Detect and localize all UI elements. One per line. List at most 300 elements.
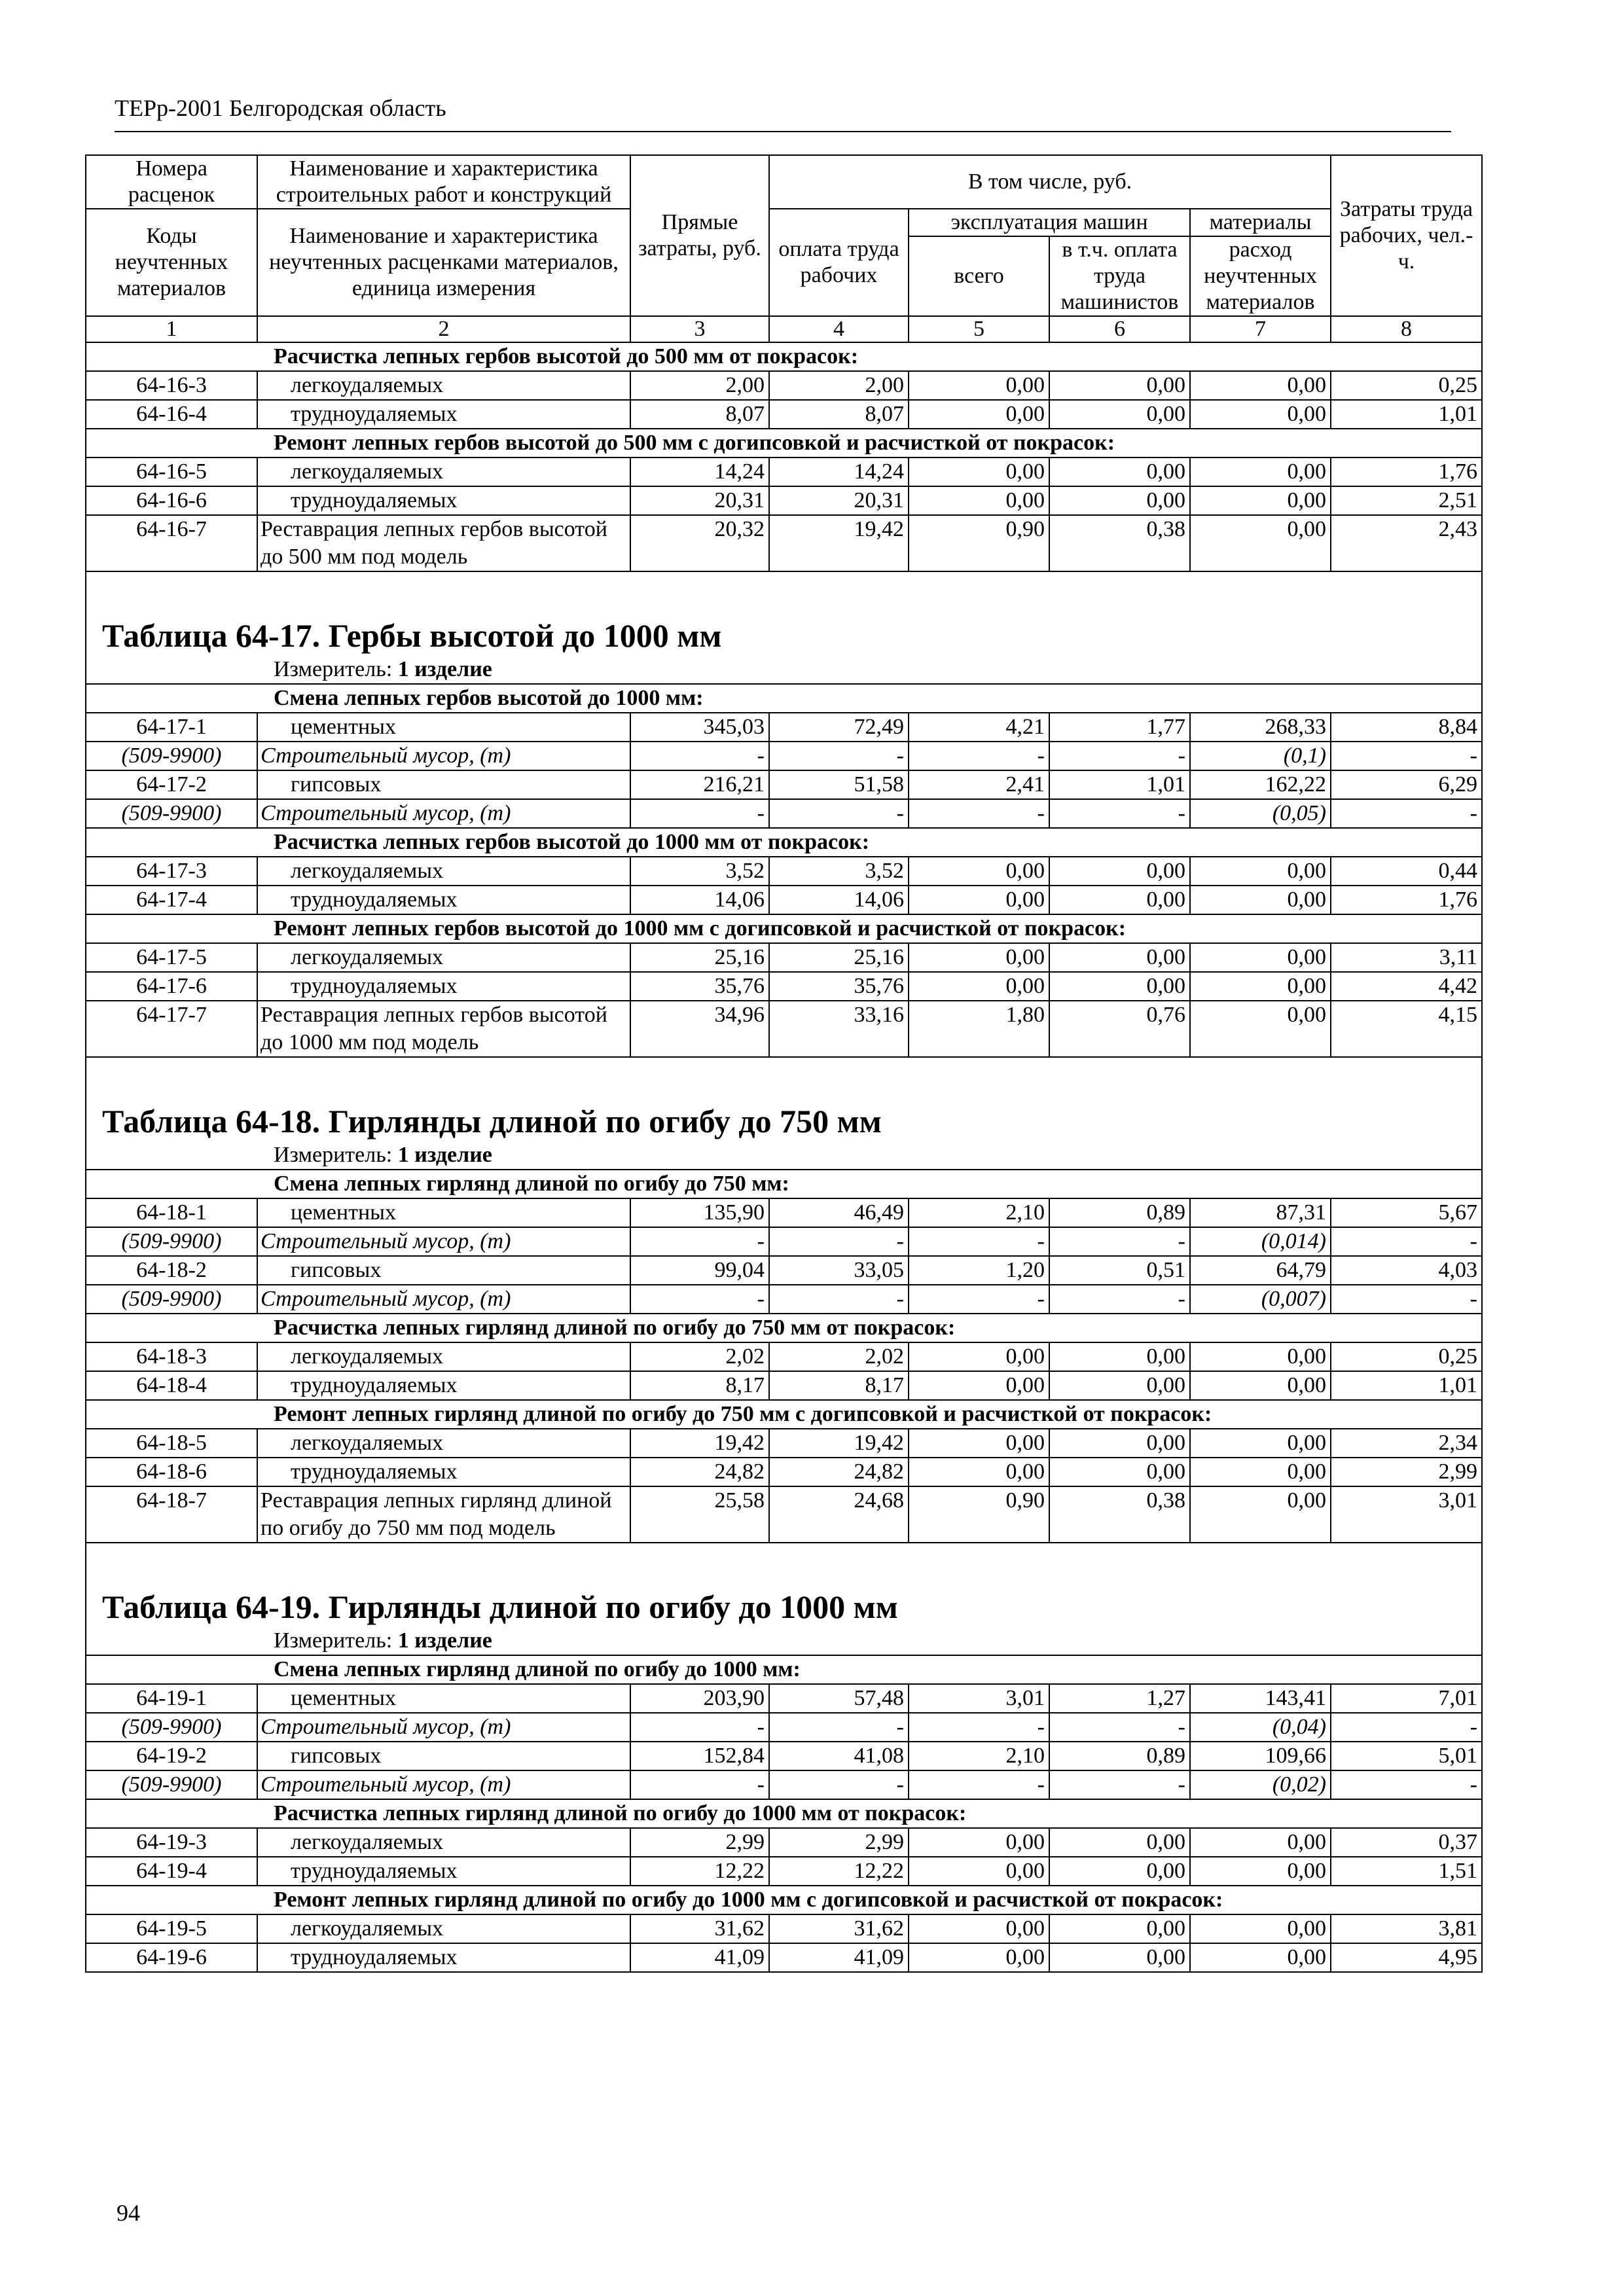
labor-value: 4,42 (1331, 972, 1482, 1001)
direct-cost: - (630, 799, 769, 828)
rate-code: (509-9900) (86, 1713, 257, 1742)
rate-code: 64-19-3 (86, 1828, 257, 1857)
labor-value: 6,29 (1331, 770, 1482, 799)
machines-total: - (909, 742, 1049, 770)
rate-code: 64-17-1 (86, 713, 257, 742)
rate-name: легкоудаляемых (257, 371, 630, 400)
table-row (86, 713, 1482, 742)
machinists-wages: 0,00 (1049, 1342, 1190, 1371)
labor-value: 0,44 (1331, 857, 1482, 886)
labor-value: 0,25 (1331, 1342, 1482, 1371)
direct-cost: 216,21 (630, 770, 769, 799)
materials-value: 109,66 (1190, 1742, 1331, 1770)
machines-total: 1,80 (909, 1001, 1049, 1057)
rate-name: трудноудаляемых (257, 1943, 630, 1972)
wages-value: 14,24 (769, 457, 909, 486)
wages-value: 24,82 (769, 1458, 909, 1486)
labor-value: 8,84 (1331, 713, 1482, 742)
materials-value: (0,014) (1190, 1227, 1331, 1256)
machines-total: - (909, 1770, 1049, 1799)
materials-value: (0,04) (1190, 1713, 1331, 1742)
wages-value: - (769, 799, 909, 828)
rate-code: 64-16-6 (86, 486, 257, 515)
wages-value: 72,49 (769, 713, 909, 742)
rate-name: гипсовых (257, 1256, 630, 1285)
machinists-wages: 0,00 (1049, 371, 1190, 400)
spacer-cell (86, 1057, 1482, 1101)
spacer-row (86, 1543, 1482, 1587)
table-title-row (86, 1101, 1482, 1141)
wages-value: 2,02 (769, 1342, 909, 1371)
labor-value: 5,67 (1331, 1198, 1482, 1227)
rate-name: Строительный мусор, (т) (257, 1770, 630, 1799)
section-title-row (86, 342, 1482, 371)
col-num: 1 (86, 316, 257, 342)
machinists-wages: 0,00 (1049, 857, 1190, 886)
machinists-wages: - (1049, 799, 1190, 828)
rate-code: 64-19-2 (86, 1742, 257, 1770)
table-row (86, 1742, 1482, 1770)
material-row (86, 799, 1482, 828)
section-title-row (86, 1314, 1482, 1342)
table-row (86, 515, 1482, 571)
wages-value: - (769, 1227, 909, 1256)
machinists-wages: 0,00 (1049, 1458, 1190, 1486)
rate-code: 64-16-7 (86, 515, 257, 571)
measure-label: Измеритель: (274, 1143, 393, 1167)
materials-value: 0,00 (1190, 486, 1331, 515)
machines-total: 0,00 (909, 371, 1049, 400)
materials-value: 0,00 (1190, 943, 1331, 972)
table-title-row (86, 615, 1482, 656)
table-row (86, 1943, 1482, 1972)
col-mat-use: расход неучтенных материалов (1190, 236, 1331, 316)
machines-total: 0,00 (909, 1458, 1049, 1486)
table-row (86, 486, 1482, 515)
wages-value: 46,49 (769, 1198, 909, 1227)
labor-value: - (1331, 799, 1482, 828)
wages-value: 20,31 (769, 486, 909, 515)
rate-name: Реставрация лепных гербов высотой до 500 мм под модель (257, 515, 630, 571)
table-title: Таблица 64-17. Гербы высотой до 1000 мм (86, 615, 1482, 656)
labor-value: 2,34 (1331, 1429, 1482, 1458)
col-code-top: Номера расценок (86, 155, 257, 209)
machines-total: 2,10 (909, 1198, 1049, 1227)
section-title: Смена лепных гирлянд длиной по огибу до 750 мм: (86, 1170, 1482, 1198)
rate-code: 64-17-2 (86, 770, 257, 799)
direct-cost: 31,62 (630, 1914, 769, 1943)
machines-total: 0,00 (909, 1371, 1049, 1400)
rate-code: (509-9900) (86, 799, 257, 828)
material-row (86, 1770, 1482, 1799)
wages-value: 33,05 (769, 1256, 909, 1285)
section-title-row (86, 684, 1482, 713)
direct-cost: 2,99 (630, 1828, 769, 1857)
machinists-wages: 0,00 (1049, 1828, 1190, 1857)
materials-value: (0,05) (1190, 799, 1331, 828)
rate-code: 64-17-6 (86, 972, 257, 1001)
rate-name: легкоудаляемых (257, 1342, 630, 1371)
col-num: 8 (1331, 316, 1482, 342)
machinists-wages: 0,38 (1049, 515, 1190, 571)
col-num: 6 (1049, 316, 1190, 342)
rate-code: 64-16-4 (86, 400, 257, 429)
measure-row (86, 1627, 1482, 1655)
machines-total: 0,00 (909, 1342, 1049, 1371)
rate-name: трудноудаляемых (257, 972, 630, 1001)
direct-cost: 8,07 (630, 400, 769, 429)
material-row (86, 1227, 1482, 1256)
labor-value: 4,15 (1331, 1001, 1482, 1057)
table-row (86, 1256, 1482, 1285)
table-row (86, 943, 1482, 972)
rate-name: легкоудаляемых (257, 857, 630, 886)
spacer-cell (86, 571, 1482, 615)
machines-total: 0,00 (909, 1429, 1049, 1458)
materials-value: 143,41 (1190, 1684, 1331, 1713)
wages-value: - (769, 1285, 909, 1314)
machinists-wages: 0,89 (1049, 1198, 1190, 1227)
wages-value: 19,42 (769, 515, 909, 571)
machinists-wages: 0,00 (1049, 1857, 1190, 1886)
col-labor: Затраты труда рабочих, чел.-ч. (1331, 155, 1482, 316)
rate-name: Строительный мусор, (т) (257, 1227, 630, 1256)
labor-value: 1,76 (1331, 886, 1482, 914)
measure-value: 1 изделие (397, 657, 492, 681)
direct-cost: 12,22 (630, 1857, 769, 1886)
direct-cost: 203,90 (630, 1684, 769, 1713)
table-title: Таблица 64-19. Гирлянды длиной по огибу до 1000 мм (86, 1587, 1482, 1627)
direct-cost: 34,96 (630, 1001, 769, 1057)
measure-value: 1 изделие (397, 1143, 492, 1167)
machines-total: 0,00 (909, 943, 1049, 972)
machines-total: - (909, 1285, 1049, 1314)
rate-code: 64-16-3 (86, 371, 257, 400)
labor-value: 1,01 (1331, 400, 1482, 429)
wages-value: 12,22 (769, 1857, 909, 1886)
machinists-wages: - (1049, 742, 1190, 770)
rate-code: 64-17-3 (86, 857, 257, 886)
table-row (86, 371, 1482, 400)
materials-value: 0,00 (1190, 1828, 1331, 1857)
wages-value: - (769, 1770, 909, 1799)
machines-total: 1,20 (909, 1256, 1049, 1285)
table-row (86, 1001, 1482, 1057)
section-title-row (86, 429, 1482, 457)
machines-total: 0,00 (909, 1943, 1049, 1972)
labor-value: 2,51 (1331, 486, 1482, 515)
wages-value: 19,42 (769, 1429, 909, 1458)
machinists-wages: 0,00 (1049, 457, 1190, 486)
machinists-wages: 0,00 (1049, 486, 1190, 515)
machines-total: 3,01 (909, 1684, 1049, 1713)
table-row (86, 1371, 1482, 1400)
machines-total: - (909, 799, 1049, 828)
rate-code: (509-9900) (86, 742, 257, 770)
machines-total: 0,00 (909, 400, 1049, 429)
rate-name: цементных (257, 1198, 630, 1227)
machinists-wages: 1,01 (1049, 770, 1190, 799)
direct-cost: 99,04 (630, 1256, 769, 1285)
table-row (86, 457, 1482, 486)
rate-code: 64-18-2 (86, 1256, 257, 1285)
machines-total: 0,90 (909, 515, 1049, 571)
materials-value: 0,00 (1190, 1429, 1331, 1458)
col-direct: Прямые затраты, руб. (630, 155, 769, 316)
labor-value: 4,95 (1331, 1943, 1482, 1972)
rate-code: 64-18-5 (86, 1429, 257, 1458)
wages-value: 24,68 (769, 1486, 909, 1543)
wages-value: 14,06 (769, 886, 909, 914)
rate-code: 64-19-4 (86, 1857, 257, 1886)
section-title: Ремонт лепных гербов высотой до 1000 мм с догипсовкой и расчисткой от покрасок: (86, 914, 1482, 943)
section-title: Смена лепных гирлянд длиной по огибу до 1000 мм: (86, 1655, 1482, 1684)
rate-code: (509-9900) (86, 1770, 257, 1799)
rate-name: цементных (257, 713, 630, 742)
materials-value: 0,00 (1190, 1001, 1331, 1057)
machines-total: 0,00 (909, 886, 1049, 914)
table-row (86, 770, 1482, 799)
rate-name: легкоудаляемых (257, 457, 630, 486)
col-num: 4 (769, 316, 909, 342)
direct-cost: 20,31 (630, 486, 769, 515)
direct-cost: 25,16 (630, 943, 769, 972)
table-row (86, 886, 1482, 914)
machinists-wages: - (1049, 1285, 1190, 1314)
col-code-bottom: Коды неучтенных материалов (86, 209, 257, 316)
wages-value: 51,58 (769, 770, 909, 799)
direct-cost: 8,17 (630, 1371, 769, 1400)
direct-cost: 2,02 (630, 1342, 769, 1371)
machinists-wages: 0,00 (1049, 943, 1190, 972)
direct-cost: 135,90 (630, 1198, 769, 1227)
rate-code: 64-18-1 (86, 1198, 257, 1227)
section-title: Расчистка лепных гербов высотой до 1000 мм от покрасок: (86, 828, 1482, 857)
spacer-row (86, 571, 1482, 615)
machines-total: 0,00 (909, 1828, 1049, 1857)
section-title-row (86, 914, 1482, 943)
col-materials: материалы (1190, 209, 1331, 236)
machinists-wages: 0,00 (1049, 972, 1190, 1001)
materials-value: 268,33 (1190, 713, 1331, 742)
wages-value: 2,00 (769, 371, 909, 400)
measure-cell (86, 1627, 1482, 1655)
materials-value: 0,00 (1190, 457, 1331, 486)
materials-value: 0,00 (1190, 1486, 1331, 1543)
labor-value: 0,37 (1331, 1828, 1482, 1857)
section-title-row (86, 1799, 1482, 1828)
section-title-row (86, 1400, 1482, 1429)
rate-code: 64-19-1 (86, 1684, 257, 1713)
col-num: 2 (257, 316, 630, 342)
direct-cost: - (630, 1227, 769, 1256)
rate-code: 64-18-3 (86, 1342, 257, 1371)
machinists-wages: 0,38 (1049, 1486, 1190, 1543)
labor-value: 3,11 (1331, 943, 1482, 972)
rate-name: трудноудаляемых (257, 400, 630, 429)
rate-name: легкоудаляемых (257, 1914, 630, 1943)
materials-value: (0,02) (1190, 1770, 1331, 1799)
rate-code: 64-19-6 (86, 1943, 257, 1972)
materials-value: 0,00 (1190, 1371, 1331, 1400)
header-rule (115, 131, 1451, 132)
labor-value: 2,99 (1331, 1458, 1482, 1486)
table-row (86, 1198, 1482, 1227)
direct-cost: 41,09 (630, 1943, 769, 1972)
machines-total: 0,00 (909, 1914, 1049, 1943)
column-numbers-row (86, 316, 1482, 342)
wages-value: 41,08 (769, 1742, 909, 1770)
rate-code: 64-17-4 (86, 886, 257, 914)
rate-name: Реставрация лепных гирлянд длиной по огибу до 750 мм под модель (257, 1486, 630, 1543)
table-row (86, 1429, 1482, 1458)
table-row (86, 1458, 1482, 1486)
rate-name: трудноудаляемых (257, 1857, 630, 1886)
labor-value: 1,51 (1331, 1857, 1482, 1886)
rate-code: 64-17-7 (86, 1001, 257, 1057)
table-row (86, 1828, 1482, 1857)
labor-value: 4,03 (1331, 1256, 1482, 1285)
materials-value: (0,007) (1190, 1285, 1331, 1314)
rate-name: цементных (257, 1684, 630, 1713)
section-title-row (86, 828, 1482, 857)
table-row (86, 400, 1482, 429)
materials-value: 0,00 (1190, 1342, 1331, 1371)
labor-value: 3,01 (1331, 1486, 1482, 1543)
machines-total: - (909, 1227, 1049, 1256)
machinists-wages: 1,27 (1049, 1684, 1190, 1713)
table-row (86, 857, 1482, 886)
rate-name: трудноудаляемых (257, 1458, 630, 1486)
col-num: 3 (630, 316, 769, 342)
direct-cost: 345,03 (630, 713, 769, 742)
rate-name: Строительный мусор, (т) (257, 742, 630, 770)
wages-value: 41,09 (769, 1943, 909, 1972)
materials-value: 0,00 (1190, 1943, 1331, 1972)
direct-cost: 152,84 (630, 1742, 769, 1770)
machines-total: 4,21 (909, 713, 1049, 742)
col-name-bottom: Наименование и характеристика неучтенных расценками материалов, единица измерения (257, 209, 630, 316)
table-row (86, 972, 1482, 1001)
wages-value: 33,16 (769, 1001, 909, 1057)
section-title: Расчистка лепных гирлянд длиной по огибу до 750 мм от покрасок: (86, 1314, 1482, 1342)
header-row-2 (86, 209, 1482, 236)
direct-cost: 24,82 (630, 1458, 769, 1486)
machinists-wages: 0,00 (1049, 1371, 1190, 1400)
rates-table (85, 154, 1483, 1973)
rate-name: трудноудаляемых (257, 886, 630, 914)
machinists-wages: 0,51 (1049, 1256, 1190, 1285)
machinists-wages: 0,00 (1049, 1943, 1190, 1972)
rate-name: трудноудаляемых (257, 486, 630, 515)
labor-value: 5,01 (1331, 1742, 1482, 1770)
labor-value: 3,81 (1331, 1914, 1482, 1943)
rate-code: (509-9900) (86, 1227, 257, 1256)
materials-value: 0,00 (1190, 371, 1331, 400)
table-row (86, 1486, 1482, 1543)
direct-cost: 2,00 (630, 371, 769, 400)
materials-value: 64,79 (1190, 1256, 1331, 1285)
materials-value: 0,00 (1190, 400, 1331, 429)
direct-cost: - (630, 1713, 769, 1742)
measure-value: 1 изделие (397, 1628, 492, 1653)
measure-label: Измеритель: (274, 1628, 393, 1653)
materials-value: 0,00 (1190, 1458, 1331, 1486)
machines-total: 2,10 (909, 1742, 1049, 1770)
machinists-wages: - (1049, 1227, 1190, 1256)
materials-value: 0,00 (1190, 972, 1331, 1001)
machines-total: 2,41 (909, 770, 1049, 799)
rate-name: легкоудаляемых (257, 943, 630, 972)
labor-value: - (1331, 1227, 1482, 1256)
col-incl: В том числе, руб. (769, 155, 1331, 209)
direct-cost: 25,58 (630, 1486, 769, 1543)
page-header: ТЕРр-2001 Белгородская область (115, 95, 446, 121)
direct-cost: 35,76 (630, 972, 769, 1001)
col-machines: эксплуатация машин (909, 209, 1190, 236)
machinists-wages: - (1049, 1770, 1190, 1799)
rate-name: легкоудаляемых (257, 1828, 630, 1857)
wages-value: 8,07 (769, 400, 909, 429)
section-title: Смена лепных гербов высотой до 1000 мм: (86, 684, 1482, 713)
machines-total: 0,00 (909, 486, 1049, 515)
machines-total: 0,90 (909, 1486, 1049, 1543)
labor-value: 2,43 (1331, 515, 1482, 571)
col-num: 5 (909, 316, 1049, 342)
measure-row (86, 1141, 1482, 1170)
section-title: Ремонт лепных гербов высотой до 500 мм с догипсовкой и расчисткой от покрасок: (86, 429, 1482, 457)
materials-value: 87,31 (1190, 1198, 1331, 1227)
direct-cost: 19,42 (630, 1429, 769, 1458)
materials-value: 0,00 (1190, 1857, 1331, 1886)
rate-code: 64-18-6 (86, 1458, 257, 1486)
labor-value: - (1331, 1770, 1482, 1799)
measure-row (86, 656, 1482, 684)
header-row-1 (86, 155, 1482, 209)
rate-name: трудноудаляемых (257, 1371, 630, 1400)
labor-value: 1,01 (1331, 1371, 1482, 1400)
rate-code: 64-18-7 (86, 1486, 257, 1543)
section-title: Расчистка лепных гербов высотой до 500 мм от покрасок: (86, 342, 1482, 371)
col-mach-wages: в т.ч. оплата труда машинистов (1049, 236, 1190, 316)
measure-cell (86, 1141, 1482, 1170)
wages-value: 31,62 (769, 1914, 909, 1943)
rate-name: Строительный мусор, (т) (257, 1285, 630, 1314)
rate-code: 64-17-5 (86, 943, 257, 972)
col-wages: оплата труда рабочих (769, 209, 909, 316)
col-mach-total: всего (909, 236, 1049, 316)
materials-value: (0,1) (1190, 742, 1331, 770)
material-row (86, 742, 1482, 770)
section-title-row (86, 1170, 1482, 1198)
direct-cost: 20,32 (630, 515, 769, 571)
rate-name: Строительный мусор, (т) (257, 1713, 630, 1742)
wages-value: - (769, 742, 909, 770)
section-title-row (86, 1655, 1482, 1684)
labor-value: 7,01 (1331, 1684, 1482, 1713)
rate-code: (509-9900) (86, 1285, 257, 1314)
machinists-wages: - (1049, 1713, 1190, 1742)
rate-name: гипсовых (257, 1742, 630, 1770)
wages-value: 8,17 (769, 1371, 909, 1400)
table-row (86, 1684, 1482, 1713)
page-number: 94 (117, 2200, 140, 2226)
rate-name: Реставрация лепных гербов высотой до 1000 мм под модель (257, 1001, 630, 1057)
machines-total: 0,00 (909, 1857, 1049, 1886)
machinists-wages: 0,00 (1049, 886, 1190, 914)
table-row (86, 1914, 1482, 1943)
labor-value: - (1331, 742, 1482, 770)
